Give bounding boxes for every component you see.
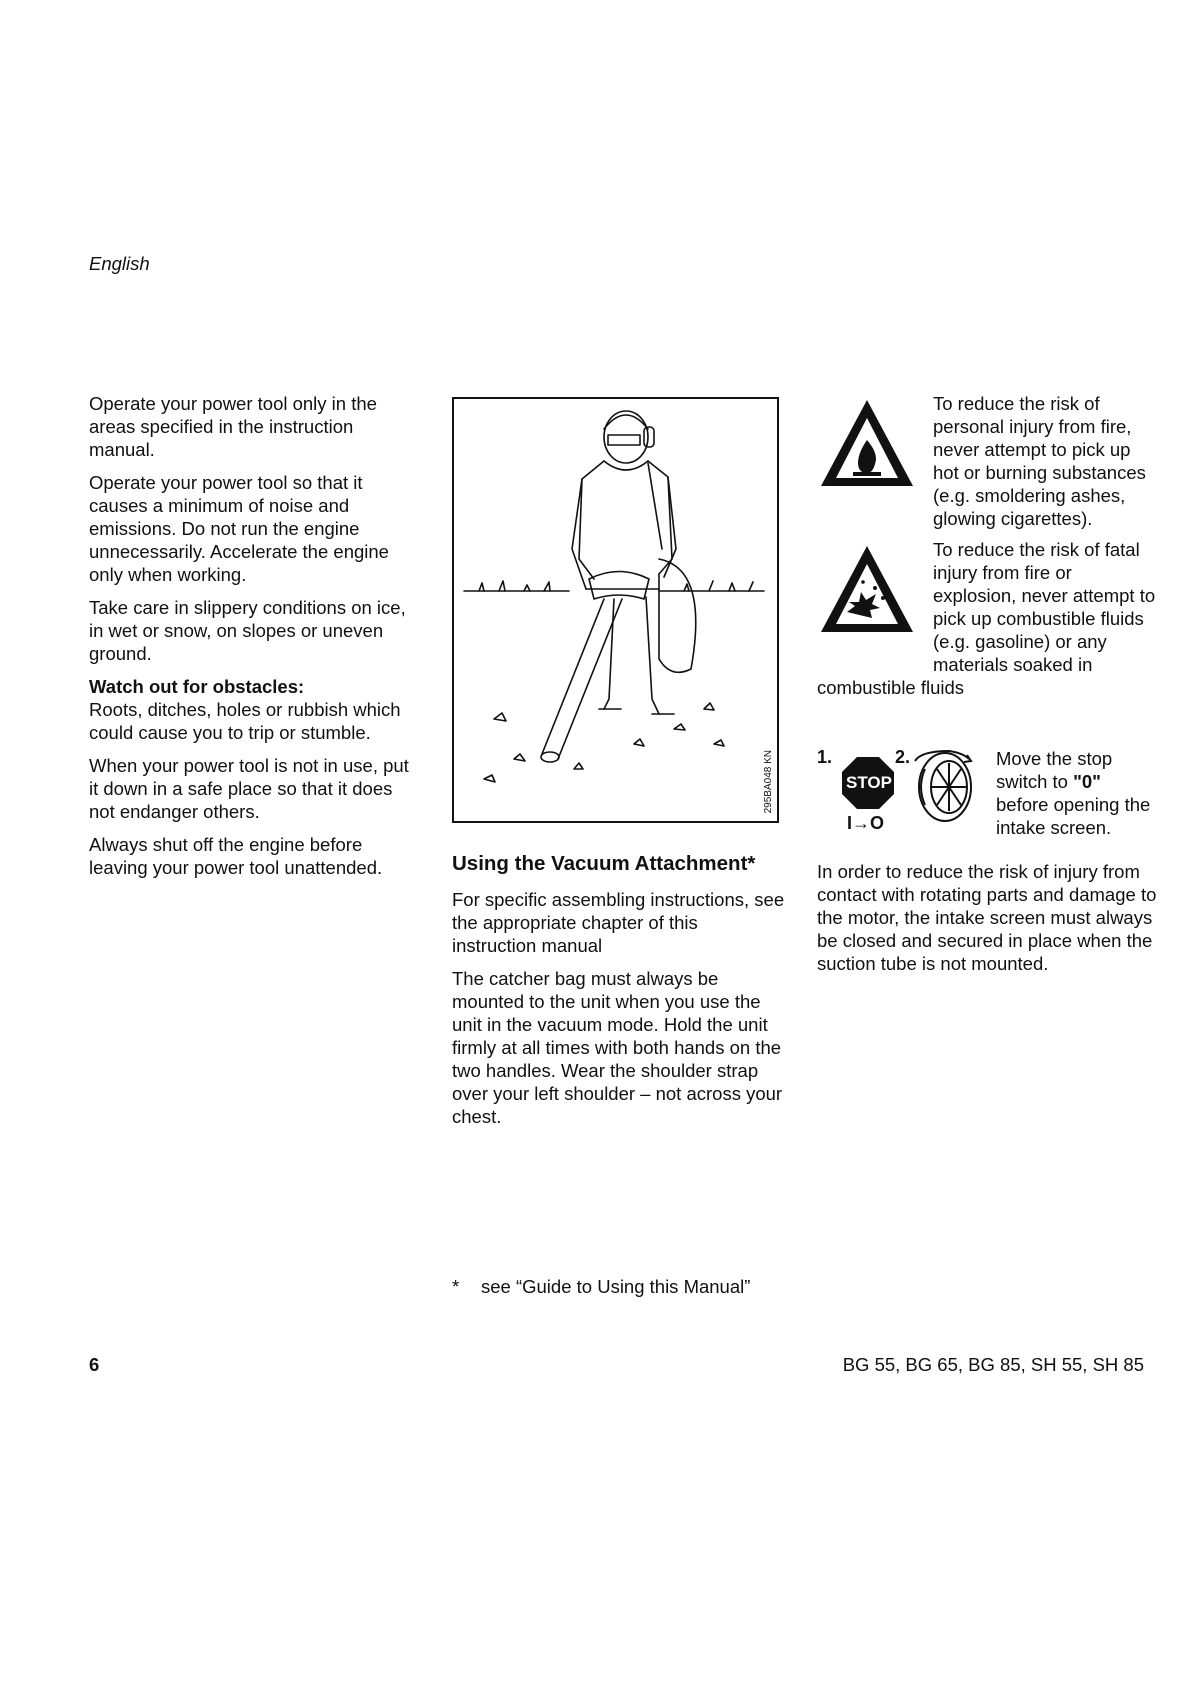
paragraph-assembling: For specific assembling instructions, see the appropriate chapter of this instruction manual — [452, 889, 785, 956]
obstacles-heading: Watch out for obstacles: — [89, 676, 305, 697]
operator-with-vacuum-drawing — [454, 399, 777, 821]
footnote-text: see “Guide to Using this Manual” — [481, 1276, 751, 1297]
explosion-warning-block — [817, 538, 1157, 699]
stop-switch-block — [817, 747, 1157, 837]
switch-position-label — [847, 813, 884, 834]
paragraph-shut-off: Always shut off the engine before leaving your power tool unattended. — [89, 834, 383, 878]
paragraph-noise: Operate your power tool so that it causes a minimum of noise and emissions. Do not run the engine unnecessarily. Accelerate the engine only when working. — [89, 472, 389, 585]
fire-warning-icon — [817, 396, 917, 492]
stop-value: "0" — [1073, 771, 1101, 792]
fire-warning-text: To reduce the risk of personal injury from fire, never attempt to pick up hot or burning substances (e.g. smoldering ashes, glowing cigarettes). — [933, 393, 1146, 529]
paragraph-operate-areas: Operate your power tool only in the areas specified in the instruction manual. — [89, 393, 377, 460]
column-right — [817, 392, 1157, 709]
switch-off-symbol: O — [870, 813, 885, 833]
stop-sign-label: STOP — [846, 773, 892, 792]
stop-text-b: before opening the intake screen. — [996, 794, 1151, 838]
paragraph-obstacles — [89, 675, 419, 744]
column-middle — [452, 852, 787, 1138]
intake-screen-paragraph: In order to reduce the risk of injury from contact with rotating parts and damage to the motor, the intake screen must always be closed and secured in place when the suction tube is not mounted. — [817, 861, 1157, 974]
column-left — [89, 392, 419, 889]
explosion-warning-text: To reduce the risk of fatal injury from fire or explosion, never attempt to pick up combustible fluids (e.g. gasoline) or any materials soaked in — [933, 539, 1156, 675]
switch-arrow-icon: → — [852, 813, 871, 833]
operator-illustration — [452, 397, 779, 823]
model-list: BG 55, BG 65, BG 85, SH 55, SH 85 — [842, 1354, 1144, 1375]
footnote-mark: * — [452, 1276, 460, 1297]
stop-text-a: Move the stop switch to — [996, 748, 1113, 792]
stop-switch-text — [996, 747, 1156, 839]
switch-on-symbol: I — [847, 813, 853, 833]
intake-screen-paragraph-wrap — [817, 860, 1157, 985]
explosion-warning-text-end: combustible fluids — [817, 677, 965, 698]
paragraph-catcher-bag: The catcher bag must always be mounted to the unit when you use the unit in the vacuum mode. Hold the unit firmly at all times with both hands on the two handles. Wear the shoulder strap over your left shoulder – not across your chest. — [452, 968, 783, 1127]
fire-warning-block — [817, 392, 1157, 538]
figure-code: 295BA048 KN — [763, 749, 774, 813]
footnote — [452, 1276, 750, 1298]
explosion-warning-icon — [817, 542, 917, 638]
step-one-label: 1. — [817, 747, 833, 767]
paragraph-not-in-use: When your power tool is not in use, put it down in a safe place so that it does not endanger others. — [89, 755, 409, 822]
page-number: 6 — [89, 1354, 100, 1375]
obstacles-text: Roots, ditches, holes or rubbish which could cause you to trip or stumble. — [89, 699, 401, 743]
step-two-label: 2. — [895, 747, 911, 767]
paragraph-slippery: Take care in slippery conditions on ice, in wet or snow, on slopes or uneven ground. — [89, 597, 406, 664]
section-heading-vacuum: Using the Vacuum Attachment* — [452, 852, 756, 875]
language-label: English — [89, 253, 150, 274]
